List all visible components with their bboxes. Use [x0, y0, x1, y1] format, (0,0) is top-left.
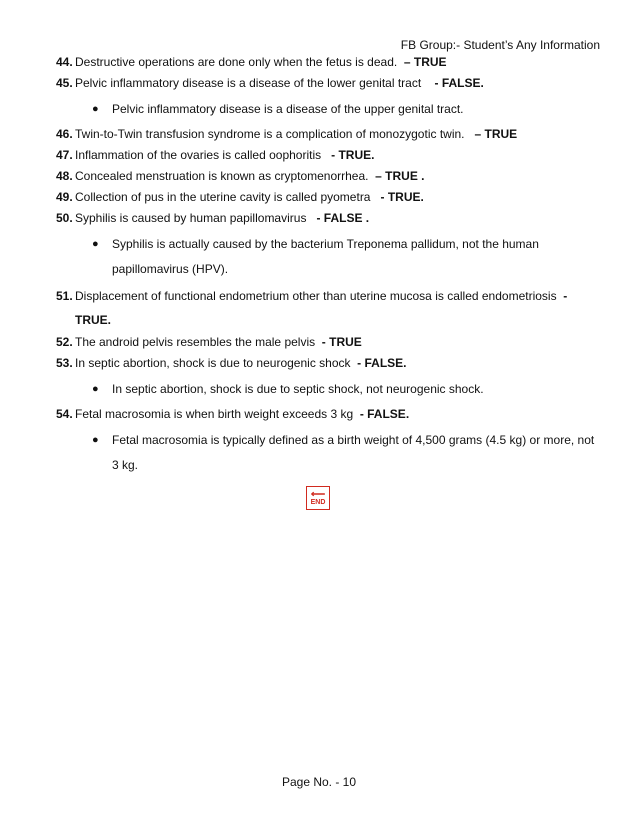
answer-label: – TRUE: [474, 127, 518, 141]
question-text: [75, 187, 604, 208]
question-number: 54.: [56, 407, 73, 421]
statement: In septic abortion, shock is due to neurogenic shock: [75, 356, 351, 370]
question-item: [56, 284, 604, 332]
question-number: 46.: [56, 127, 73, 141]
question-text: [75, 124, 604, 145]
end-badge: [306, 486, 330, 510]
page-number: Page No. - 10: [281, 775, 357, 789]
question-number: 47.: [56, 148, 73, 162]
question-item: [56, 332, 604, 353]
explanation-text: Fetal macrosomia is typically defined as a birth weight of 4,500 grams (4.5 kg) or more, not 3 kg.: [112, 433, 595, 472]
answer-label: – TRUE: [403, 55, 447, 69]
answer-label: - TRUE: [321, 335, 362, 349]
statement: Fetal macrosomia is when birth weight exceeds 3 kg: [75, 407, 354, 421]
answer-label: - TRUE.: [331, 148, 375, 162]
question-item: [56, 166, 604, 187]
explanation-text: Pelvic inflammatory disease is a disease of the upper genital tract.: [112, 102, 464, 116]
explanation-note: [56, 232, 604, 282]
statement: Pelvic inflammatory disease is a disease of the lower genital tract: [75, 76, 422, 90]
question-number: 51.: [56, 289, 73, 303]
answer-label: – TRUE .: [375, 169, 425, 183]
question-text: [75, 284, 604, 332]
explanation-note: [56, 377, 604, 402]
question-item: [56, 208, 604, 229]
question-item: [56, 187, 604, 208]
question-text: [75, 145, 604, 166]
answer-label: - FALSE .: [316, 211, 370, 225]
answer-label: - FALSE.: [434, 76, 484, 90]
question-text: [75, 73, 604, 94]
question-text: [75, 208, 604, 229]
statement: Syphilis is caused by human papillomavirus: [75, 211, 307, 225]
question-text: [75, 52, 604, 73]
statement: The android pelvis resembles the male pelvis: [75, 335, 316, 349]
question-item: [56, 145, 604, 166]
explanation-note: [56, 97, 604, 122]
statement: Collection of pus in the uterine cavity is called pyometra: [75, 190, 371, 204]
answer-label: - TRUE.: [75, 289, 568, 327]
explanation-text: In septic abortion, shock is due to septic shock, not neurogenic shock.: [112, 382, 484, 396]
answer-label: - TRUE.: [380, 190, 424, 204]
statement: Twin-to-Twin transfusion syndrome is a complication of monozygotic twin.: [75, 127, 465, 141]
end-label: END: [310, 498, 326, 506]
question-number: 50.: [56, 211, 73, 225]
answer-label: - FALSE.: [359, 407, 410, 421]
bullet-icon: ●: [92, 103, 99, 115]
answer-label: - FALSE.: [357, 356, 407, 370]
question-number: 45.: [56, 76, 73, 90]
question-list: [56, 52, 604, 480]
question-text: [75, 166, 604, 187]
back-arrow-icon: ⟵: [310, 488, 326, 500]
bullet-icon: ●: [92, 434, 99, 446]
question-item: [56, 404, 604, 425]
question-item: [56, 52, 604, 73]
bullet-icon: ●: [92, 238, 99, 250]
question-number: 49.: [56, 190, 73, 204]
explanation-note: [56, 428, 604, 478]
question-text: [75, 332, 604, 353]
question-text: [75, 404, 604, 425]
explanation-text: Syphilis is actually caused by the bacterium Treponema pallidum, not the human papillomavirus (HPV).: [112, 237, 539, 276]
question-number: 53.: [56, 356, 73, 370]
statement: Concealed menstruation is known as cryptomenorrhea.: [75, 169, 369, 183]
question-number: 52.: [56, 335, 73, 349]
question-text: [75, 353, 604, 374]
question-item: [56, 124, 604, 145]
bullet-icon: ●: [92, 383, 99, 395]
end-icon: [306, 486, 330, 510]
statement: Destructive operations are done only when the fetus is dead.: [75, 55, 398, 69]
statement: Displacement of functional endometrium other than uterine mucosa is called endometriosis: [75, 289, 557, 303]
page-header: FB Group:- Student’s Any Information: [400, 38, 600, 52]
question-number: 44.: [56, 55, 73, 69]
question-item: [56, 73, 604, 94]
statement: Inflammation of the ovaries is called oophoritis: [75, 148, 322, 162]
question-item: [56, 353, 604, 374]
question-number: 48.: [56, 169, 73, 183]
